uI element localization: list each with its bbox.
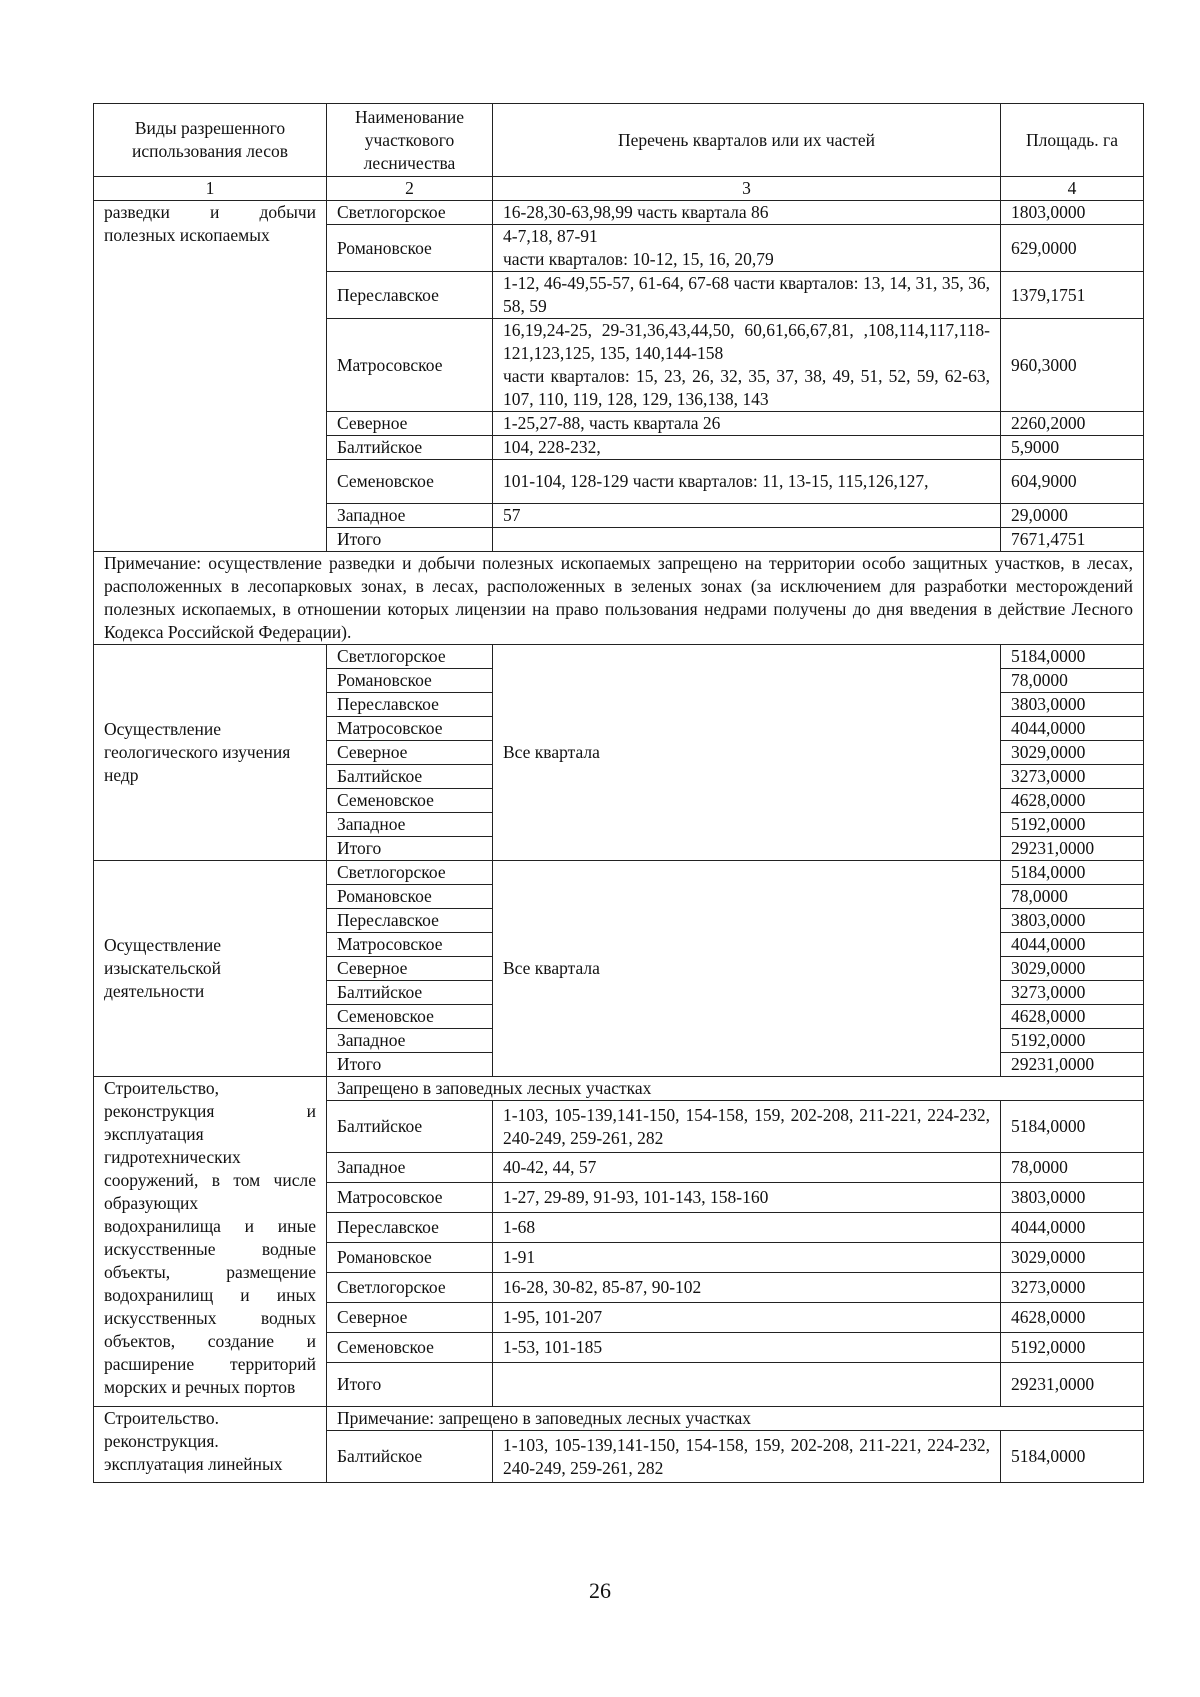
forestry-name-cell: Светлогорское <box>327 201 493 225</box>
table-row <box>94 861 1144 885</box>
area-cell: 3273,0000 <box>1001 981 1144 1005</box>
forestry-name-cell: Переславское <box>327 909 493 933</box>
total-area-cell: 7671,4751 <box>1001 528 1144 552</box>
quarters-cell: 40-42, 44, 57 <box>493 1153 1001 1183</box>
forestry-name-cell: Матросовское <box>327 717 493 741</box>
forestry-name-cell: Северное <box>327 1303 493 1333</box>
area-cell: 2260,2000 <box>1001 412 1144 436</box>
area-cell: 4628,0000 <box>1001 1005 1144 1029</box>
quarters-cell: 101-104, 128-129 части кварталов: 11, 13-15, 115,126,127, <box>493 460 1001 504</box>
area-cell: 4044,0000 <box>1001 933 1144 957</box>
total-area-cell: 29231,0000 <box>1001 837 1144 861</box>
note-cell: Запрещено в заповедных лесных участках <box>327 1077 1144 1101</box>
area-cell: 78,0000 <box>1001 669 1144 693</box>
total-area-cell: 29231,0000 <box>1001 1053 1144 1077</box>
area-cell: 604,9000 <box>1001 460 1144 504</box>
empty-cell <box>493 1363 1001 1407</box>
column-number-1: 1 <box>94 177 327 201</box>
forestry-name-cell: Романовское <box>327 225 493 272</box>
area-cell: 78,0000 <box>1001 885 1144 909</box>
forestry-name-cell: Семеновское <box>327 1005 493 1029</box>
forestry-name-cell: Балтийское <box>327 1101 493 1153</box>
table-row <box>94 645 1144 669</box>
area-cell: 960,3000 <box>1001 319 1144 412</box>
area-cell: 4044,0000 <box>1001 1213 1144 1243</box>
forestry-name-cell: Матросовское <box>327 1183 493 1213</box>
forest-use-table <box>93 103 1144 1483</box>
table-body <box>94 104 1144 1483</box>
forestry-name-cell: Матросовское <box>327 933 493 957</box>
forestry-name-cell: Балтийское <box>327 436 493 460</box>
note-row <box>94 1407 1144 1431</box>
area-cell: 1803,0000 <box>1001 201 1144 225</box>
area-cell: 3803,0000 <box>1001 693 1144 717</box>
area-cell: 3029,0000 <box>1001 741 1144 765</box>
forestry-name-cell: Северное <box>327 741 493 765</box>
area-cell: 3029,0000 <box>1001 1243 1144 1273</box>
forestry-name-cell: Северное <box>327 957 493 981</box>
forestry-name-cell: Романовское <box>327 1243 493 1273</box>
note-cell: Примечание: осуществление разведки и добычи полезных ископаемых запрещено на территории особо защитных участков, в лесах, расположенных в лесопарковых зонах, в лесах, расположенных в зеленых зонах (за исключением для разработки месторождений полезных ископаемых, в отношении которых лицензии на право пользования недрами получены до дня введения в действие Лесного Кодекса Российской Федерации). <box>94 552 1144 645</box>
forestry-name-cell: Матросовское <box>327 319 493 412</box>
quarters-cell: 4-7,18, 87-91 части кварталов: 10-12, 15, 16, 20,79 <box>493 225 1001 272</box>
quarters-cell: 1-68 <box>493 1213 1001 1243</box>
empty-cell <box>493 528 1001 552</box>
quarters-cell: 1-103, 105-139,141-150, 154-158, 159, 202-208, 211-221, 224-232, 240-249, 259-261, 282 <box>493 1101 1001 1153</box>
forestry-name-cell: Светлогорское <box>327 861 493 885</box>
area-cell: 4628,0000 <box>1001 789 1144 813</box>
forestry-name-cell: Романовское <box>327 885 493 909</box>
quarters-cell: 104, 228-232, <box>493 436 1001 460</box>
area-cell: 5184,0000 <box>1001 1101 1144 1153</box>
area-cell: 4628,0000 <box>1001 1303 1144 1333</box>
header-quarters: Перечень кварталов или их частей <box>493 104 1001 177</box>
quarters-cell: Все квартала <box>493 861 1001 1077</box>
quarters-cell: 1-12, 46-49,55-57, 61-64, 67-68 части кварталов: 13, 14, 31, 35, 36, 58, 59 <box>493 272 1001 319</box>
note-row <box>94 552 1144 645</box>
note-cell: Примечание: запрещено в заповедных лесных участках <box>327 1407 1144 1431</box>
area-cell: 78,0000 <box>1001 1153 1144 1183</box>
forestry-name-cell: Западное <box>327 813 493 837</box>
area-cell: 629,0000 <box>1001 225 1144 272</box>
total-area-cell: 29231,0000 <box>1001 1363 1144 1407</box>
area-cell: 3803,0000 <box>1001 1183 1144 1213</box>
area-cell: 5184,0000 <box>1001 861 1144 885</box>
quarters-cell: 16,19,24-25, 29-31,36,43,44,50, 60,61,66,67,81, ,108,114,117,118-121,123,125, 135, 140,144-158 части кварталов: 15, 23, 26, 32, 35, 37, 38, 49, 51, 52, 59, 62-63, 107, 110, 119, 128, 129, 136,138, 143 <box>493 319 1001 412</box>
forestry-name-cell: Семеновское <box>327 789 493 813</box>
header-forestry-name: Наименование участкового лесничества <box>327 104 493 177</box>
forestry-name-cell: Светлогорское <box>327 645 493 669</box>
page-number: 26 <box>589 1578 611 1603</box>
header-use-type: Виды разрешенного использования лесов <box>94 104 327 177</box>
header-area: Площадь. га <box>1001 104 1144 177</box>
use-type-cell: Осуществление изыскательской деятельности <box>94 861 327 1077</box>
area-cell: 3273,0000 <box>1001 765 1144 789</box>
area-cell: 5192,0000 <box>1001 1029 1144 1053</box>
forestry-name-cell: Северное <box>327 412 493 436</box>
total-label-cell: Итого <box>327 1053 493 1077</box>
quarters-cell: 1-25,27-88, часть квартала 26 <box>493 412 1001 436</box>
quarters-cell: 1-91 <box>493 1243 1001 1273</box>
quarters-cell: 16-28, 30-82, 85-87, 90-102 <box>493 1273 1001 1303</box>
forestry-name-cell: Семеновское <box>327 460 493 504</box>
forestry-name-cell: Романовское <box>327 669 493 693</box>
forestry-name-cell: Переславское <box>327 693 493 717</box>
forestry-name-cell: Балтийское <box>327 981 493 1005</box>
column-number-2: 2 <box>327 177 493 201</box>
column-number-3: 3 <box>493 177 1001 201</box>
area-cell: 1379,1751 <box>1001 272 1144 319</box>
quarters-cell: 1-27, 29-89, 91-93, 101-143, 158-160 <box>493 1183 1001 1213</box>
forestry-name-cell: Светлогорское <box>327 1273 493 1303</box>
forestry-name-cell: Семеновское <box>327 1333 493 1363</box>
forestry-name-cell: Западное <box>327 504 493 528</box>
document-page <box>93 103 1143 1483</box>
area-cell: 4044,0000 <box>1001 717 1144 741</box>
use-type-cell: Строительство, реконструкция и эксплуатация гидротехнических сооружений, в том числе образующих водохранилища и иные искусственные водные объекты, размещение водохранилищ и иных искусственных водных объектов, создание и расширение территорий морских и речных портов <box>94 1077 327 1407</box>
quarters-cell: 1-95, 101-207 <box>493 1303 1001 1333</box>
note-row <box>94 1077 1144 1101</box>
column-number-row <box>94 177 1144 201</box>
forestry-name-cell: Балтийское <box>327 1431 493 1483</box>
forestry-name-cell: Переславское <box>327 1213 493 1243</box>
column-number-4: 4 <box>1001 177 1144 201</box>
use-type-cell: разведки и добычи полезных ископаемых <box>94 201 327 552</box>
area-cell: 3273,0000 <box>1001 1273 1144 1303</box>
area-cell: 5184,0000 <box>1001 1431 1144 1483</box>
table-row <box>94 201 1144 225</box>
area-cell: 5192,0000 <box>1001 813 1144 837</box>
area-cell: 3803,0000 <box>1001 909 1144 933</box>
quarters-cell: 1-53, 101-185 <box>493 1333 1001 1363</box>
forestry-name-cell: Западное <box>327 1153 493 1183</box>
area-cell: 29,0000 <box>1001 504 1144 528</box>
total-label-cell: Итого <box>327 1363 493 1407</box>
quarters-cell: Все квартала <box>493 645 1001 861</box>
forestry-name-cell: Западное <box>327 1029 493 1053</box>
quarters-cell: 16-28,30-63,98,99 часть квартала 86 <box>493 201 1001 225</box>
use-type-cell: Строительство. реконструкция. эксплуатация линейных <box>94 1407 327 1483</box>
area-cell: 5192,0000 <box>1001 1333 1144 1363</box>
forestry-name-cell: Переславское <box>327 272 493 319</box>
use-type-cell: Осуществление геологического изучения недр <box>94 645 327 861</box>
area-cell: 5184,0000 <box>1001 645 1144 669</box>
area-cell: 5,9000 <box>1001 436 1144 460</box>
total-label-cell: Итого <box>327 837 493 861</box>
total-label-cell: Итого <box>327 528 493 552</box>
header-row <box>94 104 1144 177</box>
area-cell: 3029,0000 <box>1001 957 1144 981</box>
quarters-cell: 1-103, 105-139,141-150, 154-158, 159, 202-208, 211-221, 224-232, 240-249, 259-261, 282 <box>493 1431 1001 1483</box>
quarters-cell: 57 <box>493 504 1001 528</box>
forestry-name-cell: Балтийское <box>327 765 493 789</box>
